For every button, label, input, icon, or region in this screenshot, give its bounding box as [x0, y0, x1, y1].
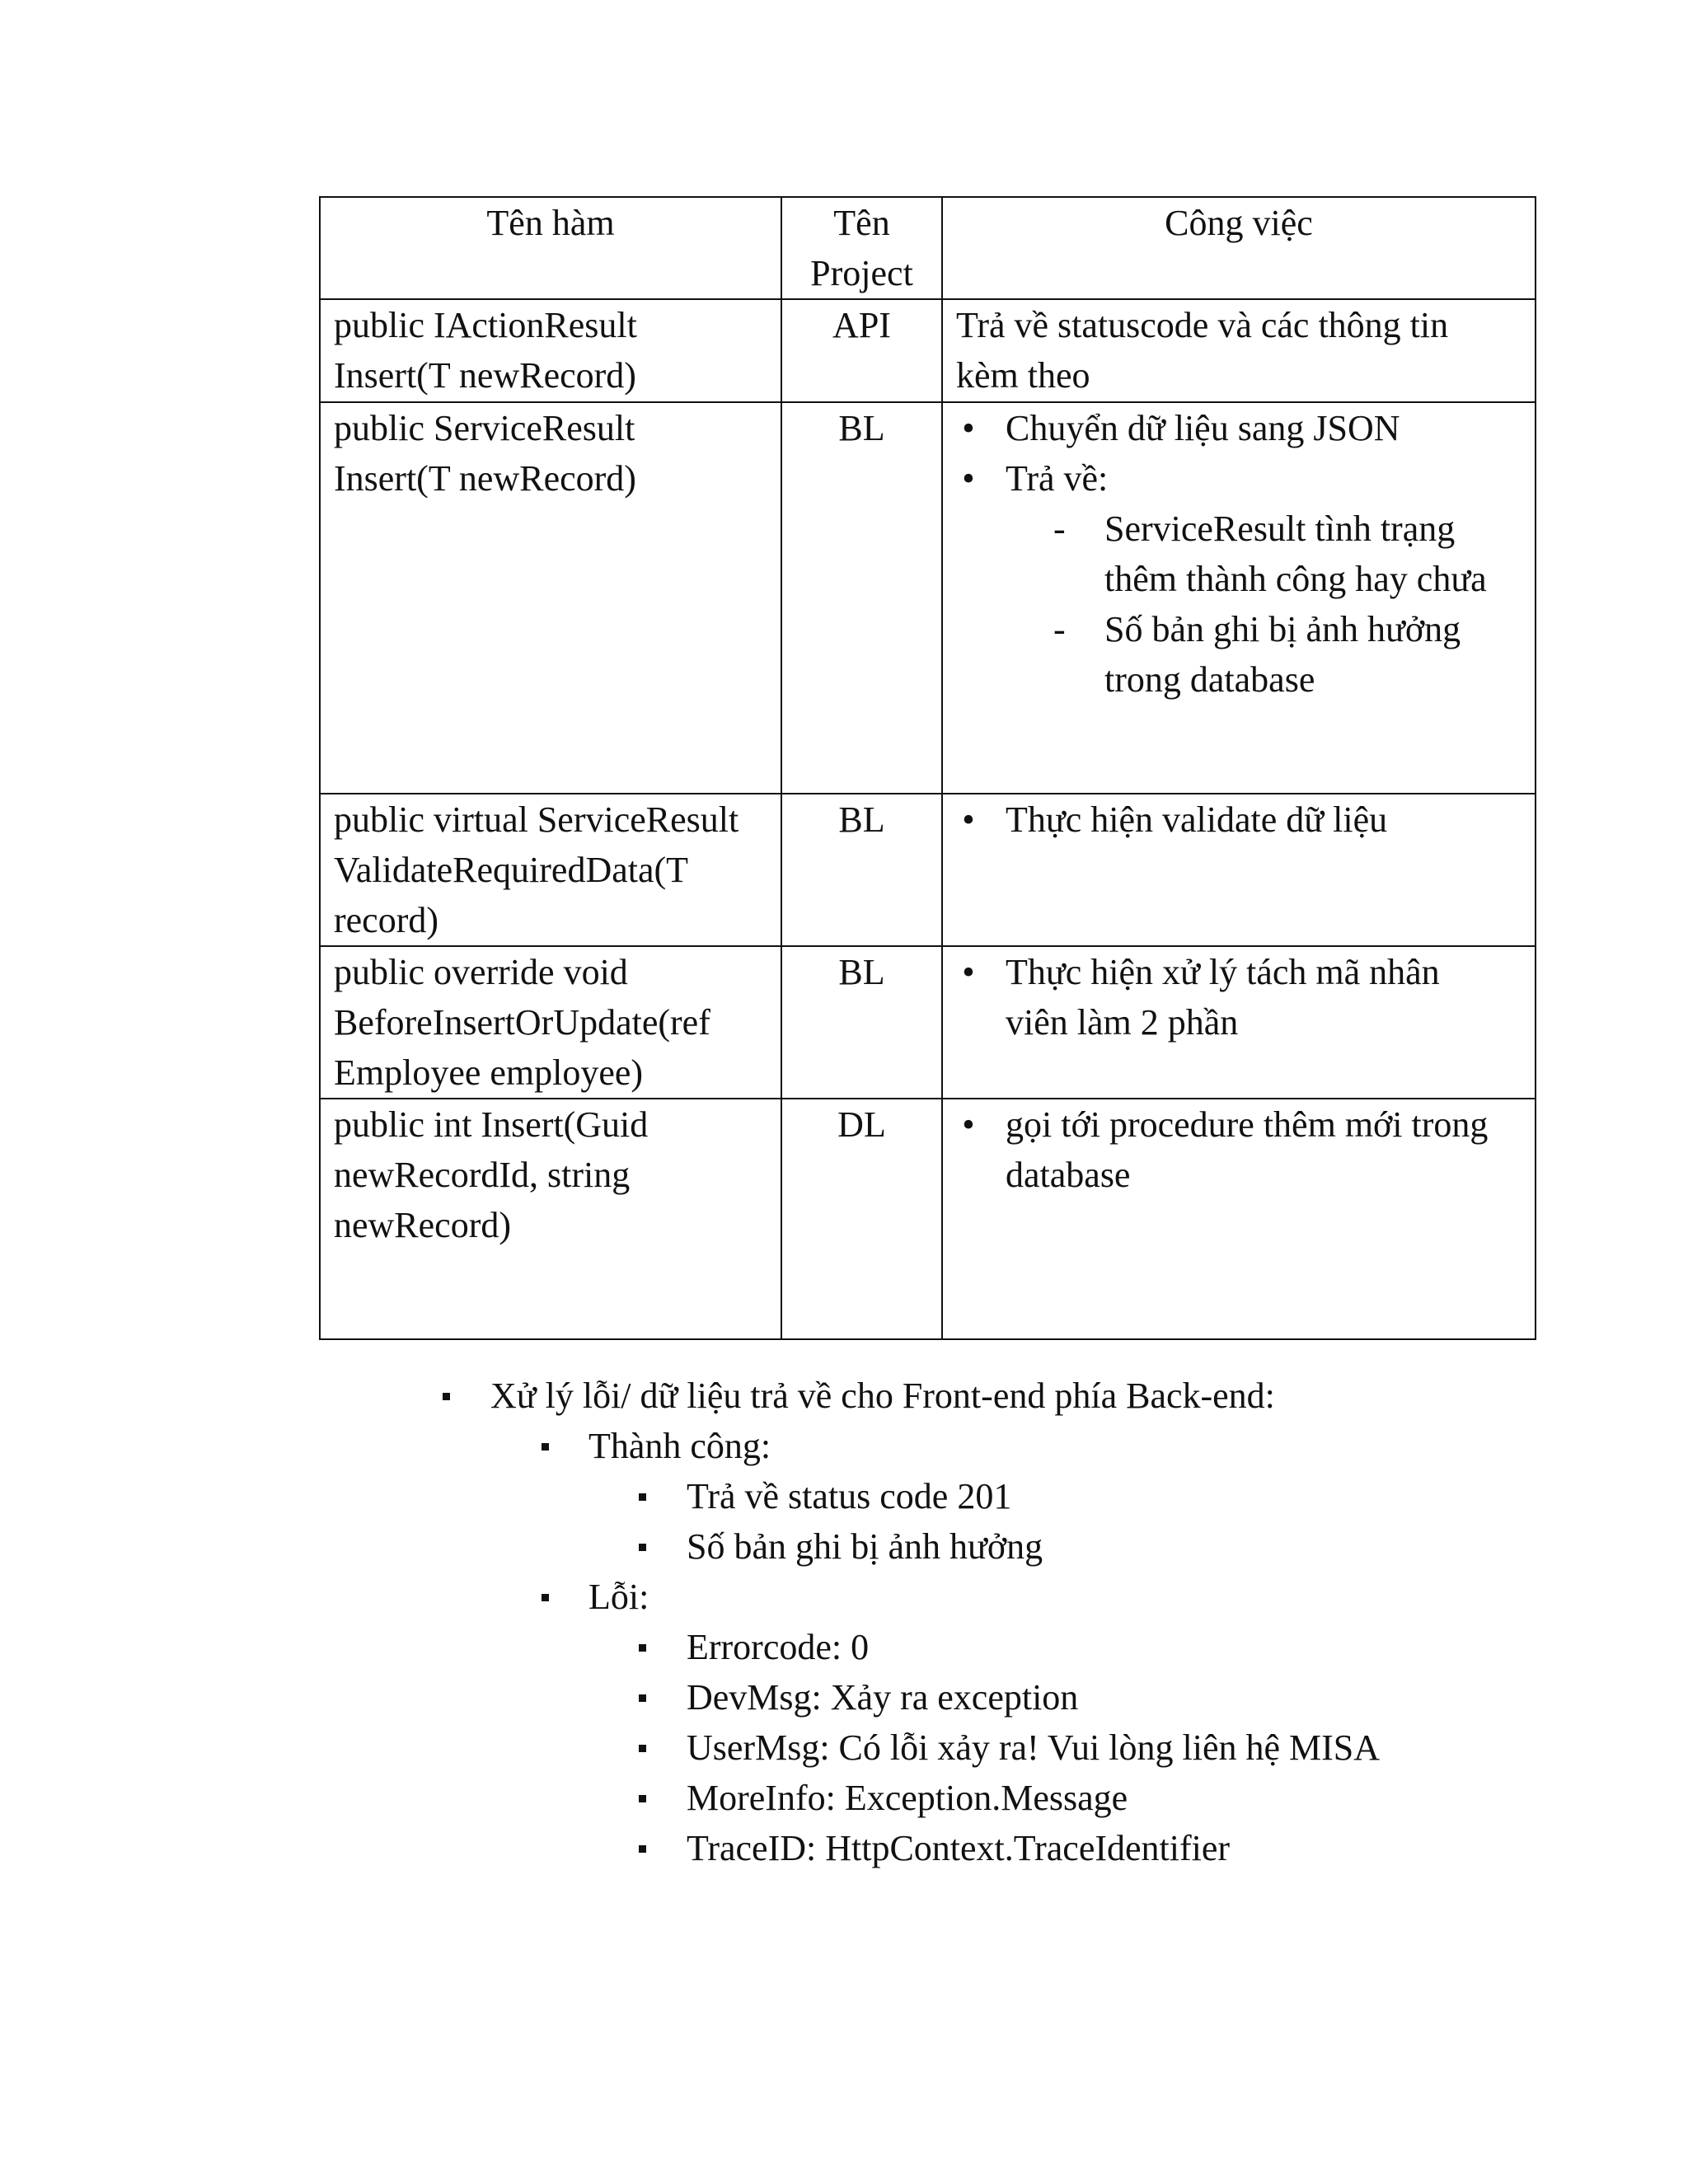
work-bullet-list: [956, 1099, 1522, 1200]
function-line: public ServiceResult: [334, 408, 635, 448]
table-row: [320, 794, 1536, 946]
work-bullet-line: • gọi tới procedure thêm mới trong: [1006, 1104, 1489, 1145]
function-cell: [320, 402, 781, 794]
error-item: MoreInfo: Exception.Message: [0, 1773, 1688, 1823]
table-row: [320, 299, 1536, 402]
header-project-label: Tên Project: [810, 203, 913, 293]
success-item: Trả về status code 201: [0, 1471, 1688, 1521]
work-dash-item: [1104, 504, 1522, 604]
table-row: [320, 1099, 1536, 1339]
function-cell: [320, 946, 781, 1099]
work-line: kèm theo: [956, 355, 1090, 396]
project-cell: BL: [781, 402, 942, 794]
error-handling-notes: [0, 1371, 1688, 1873]
work-cell: [942, 1099, 1536, 1339]
notes-list: [0, 1371, 1688, 1873]
work-bullet: • Chuyển dữ liệu sang JSON: [1006, 403, 1522, 453]
work-cell: [942, 794, 1536, 946]
work-bullet: [1006, 1099, 1522, 1200]
work-cell: [942, 946, 1536, 1099]
header-function-name: Tên hàm: [320, 197, 781, 299]
function-line: newRecordId, string: [334, 1155, 631, 1195]
function-cell: [320, 794, 781, 946]
error-label: Lỗi:: [0, 1572, 1688, 1622]
project-cell: BL: [781, 946, 942, 1099]
work-bullet-line: viên làm 2 phần: [1006, 1002, 1239, 1043]
project-cell: BL: [781, 794, 942, 946]
success-label: Thành công:: [0, 1421, 1688, 1471]
function-line: public virtual ServiceResult: [334, 799, 739, 840]
error-item: Errorcode: 0: [0, 1622, 1688, 1672]
work-bullet-list: [956, 794, 1522, 845]
table-row: [320, 946, 1536, 1099]
function-line: Employee employee): [334, 1052, 644, 1093]
project-cell: DL: [781, 1099, 942, 1339]
function-line: public IActionResult: [334, 305, 637, 345]
work-cell: [942, 402, 1536, 794]
work-cell: [942, 299, 1536, 402]
work-dash-item: [1104, 604, 1522, 705]
work-bullet: [1006, 453, 1522, 504]
work-dash-line: thêm thành công hay chưa: [1104, 559, 1487, 599]
header-work: Công việc: [942, 197, 1536, 299]
function-cell: [320, 1099, 781, 1339]
function-line: ValidateRequiredData(T: [334, 850, 689, 890]
work-bullet-list: [956, 947, 1522, 1047]
work-bullet-list: [956, 403, 1522, 504]
function-line: Insert(T newRecord): [334, 355, 636, 396]
function-line: Insert(T newRecord): [334, 458, 636, 499]
work-dash-line: - ServiceResult tình trạng: [1104, 509, 1456, 549]
work-dash-line: trong database: [1104, 659, 1315, 700]
work-bullet: [1006, 947, 1522, 1047]
work-dash-line: - Số bản ghi bị ảnh hưởng: [1104, 609, 1461, 649]
function-cell: [320, 299, 781, 402]
function-line: record): [334, 900, 439, 940]
work-bullet: • Thực hiện validate dữ liệu: [1006, 794, 1522, 845]
success-item: Số bản ghi bị ảnh hưởng: [0, 1521, 1688, 1572]
function-line: BeforeInsertOrUpdate(ref: [334, 1002, 710, 1043]
error-item: UserMsg: Có lỗi xảy ra! Vui lòng liên hệ MISA: [0, 1722, 1688, 1773]
work-bullet-line: database: [1006, 1155, 1131, 1195]
error-item: DevMsg: Xảy ra exception: [0, 1672, 1688, 1722]
error-item: TraceID: HttpContext.TraceIdentifier: [0, 1823, 1688, 1873]
work-dash-list: [956, 504, 1522, 705]
function-line: newRecord): [334, 1205, 512, 1245]
project-cell: API: [781, 299, 942, 402]
function-line: public int Insert(Guid: [334, 1104, 649, 1145]
work-bullet-text: Trả về:: [1006, 458, 1109, 499]
header-project-name: [781, 197, 942, 299]
table-row: [320, 402, 1536, 794]
function-line: public override void: [334, 952, 628, 992]
table-header-row: [320, 197, 1536, 299]
function-table: [319, 196, 1536, 1340]
notes-heading: Xử lý lỗi/ dữ liệu trả về cho Front-end phía Back-end:: [0, 1371, 1688, 1421]
work-bullet-line: • Thực hiện xử lý tách mã nhân: [1006, 952, 1440, 992]
work-line: Trả về statuscode và các thông tin: [956, 305, 1449, 345]
